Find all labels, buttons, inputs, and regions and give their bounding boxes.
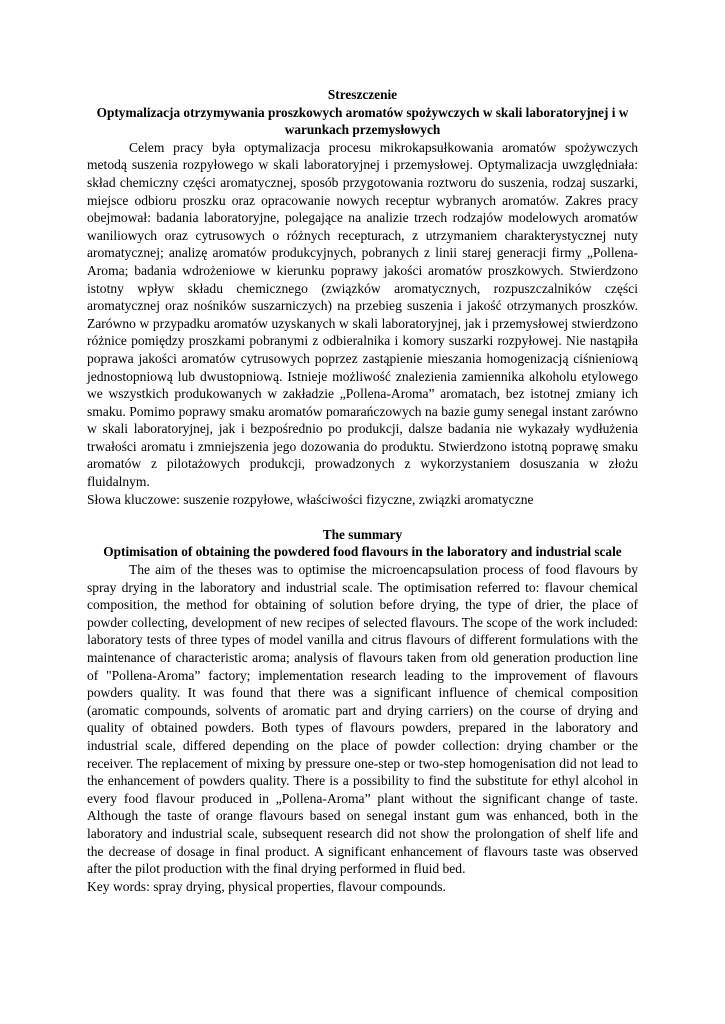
english-abstract [87, 526, 638, 895]
english-title: Optimisation of obtaining the powdered food flavours in the laboratory and industrial scale [103, 544, 622, 560]
polish-keywords: Słowa kluczowe: suszenie rozpyłowe, właściwości fizyczne, związki aromatyczne [87, 491, 534, 507]
polish-abstract [87, 86, 638, 508]
english-heading: The summary [322, 526, 403, 542]
english-keywords: Key words: spray drying, physical properties, flavour compounds. [87, 878, 446, 894]
polish-title: Optymalizacja otrzymywania proszkowych aromatów spożywczych w skali laboratoryjnej i w warunkach przemysłowych [96, 104, 629, 138]
section-gap [87, 508, 638, 526]
document-page [87, 86, 638, 895]
polish-heading: Streszczenie [327, 87, 398, 102]
polish-body: Celem pracy była optymalizacja procesu mikrokapsułkowania aromatów spożywczych metodą suszenia rozpyłowego w skali laboratoryjnej i przemysłowej. Optymalizacja uwzględniała: skład chemiczny części aromatycznej, sposób przygotowania roztworu do suszenia, rodzaj suszarki, miejsce odbioru proszku oraz opracowanie nowych receptur wybranych aromatów. Zakres pracy obejmował: badania laboratoryjne, polegające na analizie trzech rodzajów modelowych aromatów waniliowych oraz cytrusowych o różnych recepturach, z utrzymaniem charakterystycznej nuty aromatycznej; analizę aromatów produkcyjnych, pobranych z linii starej generacji firmy „Pollena-Aroma; badania wdrożeniowe w kierunku poprawy jakości aromatów proszkowych. Stwierdzono istotny wpływ składu chemicznego (związków aromatycznych, rozpuszczalników części aromatycznej oraz nośników suszarniczych) na przebieg suszenia i jakość otrzymanych proszków. Zarówno w przypadku aromatów uzyskanych w skali laboratoryjnej, jak i przemysłowej stwierdzono różnice pomiędzy proszkami pobranymi z odbieralnika i komory suszarki rozpyłowej. Nie nastąpiła poprawa jakości aromatów cytrusowych poprzez zastąpienie mieszania homogenizacją ciśnieniową jednostopniową lub dwustopniową. Istnieje możliwość znalezienia zamiennika alkoholu etylowego we wszystkich produkowanych w zakładzie „Pollena-Aroma” aromatach, bez istotnej zmiany ich smaku. Pomimo poprawy smaku aromatów pomarańczowych na bazie gumy senegal instant zarówno w skali laboratoryjnej, jak i bezpośrednio po produkcji, dalsze badania nie wykazały wydłużenia trwałości aromatu i zmniejszenia jego dozowania do produktu. Stwierdzono istotną poprawę smaku aromatów z pilotażowych produkcji, prowadzonych z wykorzystaniem dosuszania w złożu fluidalnym. [87, 139, 638, 490]
english-body: The aim of the theses was to optimise the microencapsulation process of food flavours by spray drying in the laboratory and industrial scale. The optimisation referred to: flavour chemical composition, the method for obtaining of solution before drying, the type of drier, the place of powder collecting, development of new recipes of selected flavours. The scope of the work included: laboratory tests of three types of model vanilla and citrus flavours of different formulations with the maintenance of characteristic aroma; analysis of flavours taken from old generation production line of "Pollena-Aroma” factory; implementation research leading to the improvement of flavours powders quality. It was found that there was a significant influence of chemical composition (aromatic compounds, solvents of aromatic part and drying carriers) on the course of drying and quality of obtained powders. Both types of flavours powders, prepared in the laboratory and industrial scale, differed depending on the place of powder collection: drying chamber or the receiver. The replacement of mixing by pressure one-step or two-step homogenisation did not lead to the enhancement of powders quality. There is a possibility to find the substitute for ethyl alcohol in every food flavour produced in „Pollena-Aroma” plant without the significant change of taste. Although the taste of orange flavours based on senegal instant gum was enhanced, both in the laboratory and industrial scale, subsequent research did not show the prolongation of shelf life and the decrease of dosage in final product. A significant enhancement of flavours taste was observed after the pilot production with the final drying performed in fluid bed. [87, 562, 638, 877]
